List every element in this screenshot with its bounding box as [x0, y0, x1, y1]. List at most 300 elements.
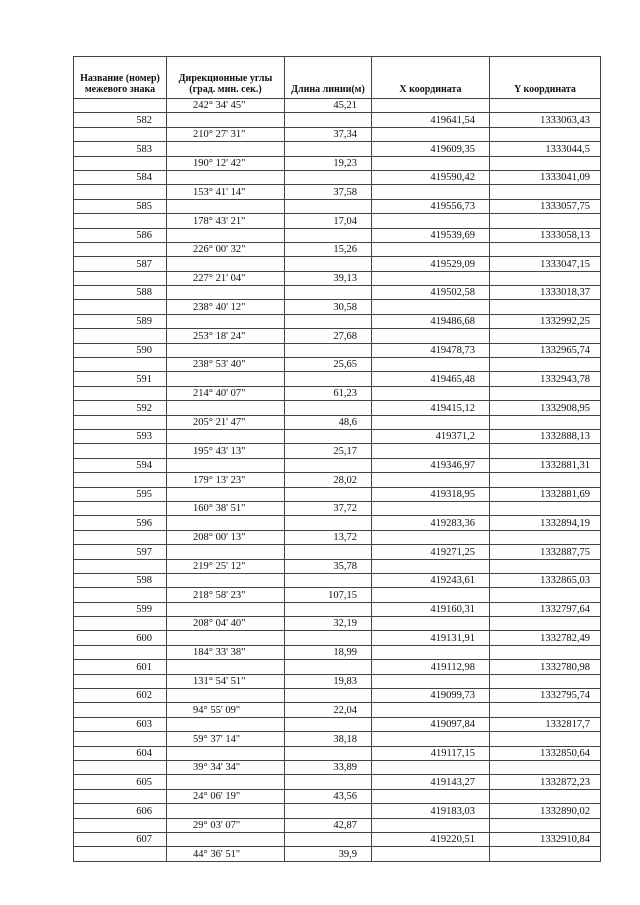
- x-coordinate: 419220,51: [372, 832, 490, 846]
- y-coordinate: [490, 242, 601, 256]
- line-length: 38,18: [285, 732, 372, 746]
- length-cell: [285, 804, 372, 818]
- table-row-segment: [74, 127, 601, 141]
- table-row-point: [74, 660, 601, 674]
- point-name: [74, 847, 167, 861]
- x-coordinate: 419590,42: [372, 170, 490, 184]
- angle-cell: [167, 689, 285, 703]
- table-row-segment: [74, 242, 601, 256]
- y-coordinate: 1333044,5: [490, 142, 601, 156]
- table-row-segment: [74, 789, 601, 803]
- y-coordinate: 1333047,15: [490, 257, 601, 271]
- line-length: 25,65: [285, 358, 372, 372]
- point-name: [74, 674, 167, 688]
- table-row-point: [74, 602, 601, 616]
- y-coordinate: [490, 386, 601, 400]
- line-length: 37,72: [285, 501, 372, 515]
- line-length: 33,89: [285, 760, 372, 774]
- direction-angle: 24° 06' 19": [167, 789, 285, 803]
- table-row-segment: [74, 501, 601, 515]
- y-coordinate: 1332881,69: [490, 487, 601, 501]
- table-row-segment: [74, 386, 601, 400]
- length-cell: [285, 372, 372, 386]
- y-coordinate: 1332881,31: [490, 458, 601, 472]
- point-name: [74, 760, 167, 774]
- x-coordinate: 419143,27: [372, 775, 490, 789]
- point-name: 597: [74, 545, 167, 559]
- angle-cell: [167, 573, 285, 587]
- direction-angle: 160° 38' 51": [167, 501, 285, 515]
- point-name: [74, 703, 167, 717]
- header-x: X координата: [372, 57, 490, 99]
- table-row-point: [74, 832, 601, 846]
- y-coordinate: [490, 847, 601, 861]
- point-name: 584: [74, 170, 167, 184]
- table-row-point: [74, 429, 601, 443]
- angle-cell: [167, 199, 285, 213]
- y-coordinate: 1332795,74: [490, 689, 601, 703]
- direction-angle: 208° 04' 40": [167, 617, 285, 631]
- table-row-segment: [74, 732, 601, 746]
- y-coordinate: [490, 99, 601, 113]
- header-angle: Дирекционные углы (град. мин. сек.): [167, 57, 285, 99]
- table-row-point: [74, 113, 601, 127]
- length-cell: [285, 199, 372, 213]
- header-length: Длина линии(м): [285, 57, 372, 99]
- y-coordinate: 1332888,13: [490, 429, 601, 443]
- length-cell: [285, 113, 372, 127]
- table-row-point: [74, 689, 601, 703]
- point-name: 602: [74, 689, 167, 703]
- point-name: 589: [74, 314, 167, 328]
- x-coordinate: 419539,69: [372, 228, 490, 242]
- angle-cell: [167, 170, 285, 184]
- x-coordinate: 419502,58: [372, 286, 490, 300]
- line-length: 39,9: [285, 847, 372, 861]
- table-header-row: [74, 57, 601, 99]
- line-length: 25,17: [285, 444, 372, 458]
- direction-angle: 218° 58' 23": [167, 588, 285, 602]
- table-row-segment: [74, 444, 601, 458]
- x-coordinate: 419415,12: [372, 401, 490, 415]
- x-coordinate: [372, 271, 490, 285]
- point-name: [74, 559, 167, 573]
- length-cell: [285, 228, 372, 242]
- header-name: Название (номер) межевого знака: [74, 57, 167, 99]
- y-coordinate: [490, 444, 601, 458]
- point-name: 588: [74, 286, 167, 300]
- point-name: [74, 415, 167, 429]
- line-length: 22,04: [285, 703, 372, 717]
- point-name: [74, 156, 167, 170]
- table-row-segment: [74, 214, 601, 228]
- y-coordinate: 1332782,49: [490, 631, 601, 645]
- x-coordinate: [372, 444, 490, 458]
- x-coordinate: [372, 501, 490, 515]
- angle-cell: [167, 717, 285, 731]
- angle-cell: [167, 746, 285, 760]
- x-coordinate: 419318,95: [372, 487, 490, 501]
- y-coordinate: [490, 185, 601, 199]
- angle-cell: [167, 487, 285, 501]
- y-coordinate: [490, 501, 601, 515]
- y-coordinate: [490, 674, 601, 688]
- point-name: 594: [74, 458, 167, 472]
- table-row-segment: [74, 703, 601, 717]
- y-coordinate: [490, 645, 601, 659]
- direction-angle: 219° 25' 12": [167, 559, 285, 573]
- length-cell: [285, 458, 372, 472]
- x-coordinate: [372, 760, 490, 774]
- direction-angle: 227° 21' 04": [167, 271, 285, 285]
- x-coordinate: [372, 127, 490, 141]
- table-row-point: [74, 631, 601, 645]
- length-cell: [285, 257, 372, 271]
- line-length: 48,6: [285, 415, 372, 429]
- table-row-segment: [74, 271, 601, 285]
- table-row-segment: [74, 818, 601, 832]
- x-coordinate: [372, 473, 490, 487]
- x-coordinate: [372, 415, 490, 429]
- y-coordinate: 1333018,37: [490, 286, 601, 300]
- angle-cell: [167, 228, 285, 242]
- x-coordinate: [372, 99, 490, 113]
- table-row-point: [74, 257, 601, 271]
- point-name: [74, 530, 167, 544]
- y-coordinate: 1332908,95: [490, 401, 601, 415]
- point-name: [74, 329, 167, 343]
- y-coordinate: [490, 214, 601, 228]
- length-cell: [285, 689, 372, 703]
- table-row-point: [74, 286, 601, 300]
- x-coordinate: [372, 156, 490, 170]
- direction-angle: 195° 43' 13": [167, 444, 285, 458]
- table-row-segment: [74, 185, 601, 199]
- table-row-segment: [74, 617, 601, 631]
- x-coordinate: 419556,73: [372, 199, 490, 213]
- table-row-point: [74, 516, 601, 530]
- x-coordinate: 419486,68: [372, 314, 490, 328]
- x-coordinate: 419243,61: [372, 573, 490, 587]
- y-coordinate: [490, 127, 601, 141]
- length-cell: [285, 717, 372, 731]
- table-row-point: [74, 746, 601, 760]
- direction-angle: 153° 41' 14": [167, 185, 285, 199]
- x-coordinate: [372, 358, 490, 372]
- x-coordinate: 419641,54: [372, 113, 490, 127]
- x-coordinate: [372, 530, 490, 544]
- point-name: [74, 617, 167, 631]
- y-coordinate: [490, 818, 601, 832]
- table-row-segment: [74, 156, 601, 170]
- length-cell: [285, 746, 372, 760]
- line-length: 45,21: [285, 99, 372, 113]
- y-coordinate: [490, 732, 601, 746]
- y-coordinate: [490, 415, 601, 429]
- point-name: 596: [74, 516, 167, 530]
- y-coordinate: 1332872,23: [490, 775, 601, 789]
- x-coordinate: 419529,09: [372, 257, 490, 271]
- x-coordinate: 419371,2: [372, 429, 490, 443]
- table-row-point: [74, 199, 601, 213]
- point-name: [74, 242, 167, 256]
- point-name: [74, 300, 167, 314]
- x-coordinate: [372, 645, 490, 659]
- table-body: [74, 99, 601, 862]
- x-coordinate: [372, 386, 490, 400]
- table-row-segment: [74, 358, 601, 372]
- x-coordinate: [372, 617, 490, 631]
- angle-cell: [167, 832, 285, 846]
- point-name: [74, 271, 167, 285]
- direction-angle: 179° 13' 23": [167, 473, 285, 487]
- point-name: [74, 127, 167, 141]
- length-cell: [285, 487, 372, 501]
- length-cell: [285, 631, 372, 645]
- line-length: 37,34: [285, 127, 372, 141]
- x-coordinate: 419283,36: [372, 516, 490, 530]
- table-row-point: [74, 343, 601, 357]
- point-name: 601: [74, 660, 167, 674]
- x-coordinate: 419271,25: [372, 545, 490, 559]
- x-coordinate: [372, 588, 490, 602]
- point-name: [74, 99, 167, 113]
- point-name: [74, 358, 167, 372]
- y-coordinate: 1332865,03: [490, 573, 601, 587]
- x-coordinate: [372, 789, 490, 803]
- table-row-point: [74, 458, 601, 472]
- point-name: 586: [74, 228, 167, 242]
- table-row-point: [74, 545, 601, 559]
- direction-angle: 238° 53' 40": [167, 358, 285, 372]
- point-name: 583: [74, 142, 167, 156]
- x-coordinate: 419160,31: [372, 602, 490, 616]
- angle-cell: [167, 545, 285, 559]
- x-coordinate: 419112,98: [372, 660, 490, 674]
- y-coordinate: [490, 789, 601, 803]
- y-coordinate: [490, 156, 601, 170]
- angle-cell: [167, 631, 285, 645]
- angle-cell: [167, 458, 285, 472]
- point-name: [74, 185, 167, 199]
- point-name: [74, 732, 167, 746]
- point-name: 592: [74, 401, 167, 415]
- x-coordinate: [372, 329, 490, 343]
- point-name: 590: [74, 343, 167, 357]
- point-name: [74, 588, 167, 602]
- angle-cell: [167, 775, 285, 789]
- table-row-point: [74, 170, 601, 184]
- point-name: 606: [74, 804, 167, 818]
- line-length: 61,23: [285, 386, 372, 400]
- table-row-point: [74, 775, 601, 789]
- table-row-point: [74, 487, 601, 501]
- x-coordinate: [372, 674, 490, 688]
- x-coordinate: [372, 185, 490, 199]
- angle-cell: [167, 314, 285, 328]
- angle-cell: [167, 343, 285, 357]
- point-name: [74, 473, 167, 487]
- line-length: 32,19: [285, 617, 372, 631]
- line-length: 15,26: [285, 242, 372, 256]
- angle-cell: [167, 401, 285, 415]
- table-row-point: [74, 228, 601, 242]
- x-coordinate: 419099,73: [372, 689, 490, 703]
- angle-cell: [167, 372, 285, 386]
- x-coordinate: [372, 559, 490, 573]
- y-coordinate: [490, 300, 601, 314]
- table-row-segment: [74, 415, 601, 429]
- table-row-point: [74, 717, 601, 731]
- table-row-point: [74, 142, 601, 156]
- x-coordinate: 419465,48: [372, 372, 490, 386]
- table-row-point: [74, 401, 601, 415]
- line-length: 39,13: [285, 271, 372, 285]
- x-coordinate: [372, 300, 490, 314]
- angle-cell: [167, 602, 285, 616]
- point-name: 585: [74, 199, 167, 213]
- length-cell: [285, 401, 372, 415]
- point-name: 600: [74, 631, 167, 645]
- angle-cell: [167, 142, 285, 156]
- y-coordinate: 1332894,19: [490, 516, 601, 530]
- y-coordinate: 1332797,64: [490, 602, 601, 616]
- x-coordinate: [372, 214, 490, 228]
- length-cell: [285, 573, 372, 587]
- angle-cell: [167, 286, 285, 300]
- x-coordinate: 419609,35: [372, 142, 490, 156]
- point-name: 603: [74, 717, 167, 731]
- table-row-segment: [74, 329, 601, 343]
- table-row-point: [74, 573, 601, 587]
- y-coordinate: 1332887,75: [490, 545, 601, 559]
- point-name: [74, 214, 167, 228]
- x-coordinate: 419478,73: [372, 343, 490, 357]
- line-length: 107,15: [285, 588, 372, 602]
- x-coordinate: [372, 818, 490, 832]
- point-name: [74, 818, 167, 832]
- line-length: 27,68: [285, 329, 372, 343]
- line-length: 35,78: [285, 559, 372, 573]
- line-length: 13,72: [285, 530, 372, 544]
- y-coordinate: 1332992,25: [490, 314, 601, 328]
- x-coordinate: 419131,91: [372, 631, 490, 645]
- point-name: 591: [74, 372, 167, 386]
- length-cell: [285, 429, 372, 443]
- direction-angle: 210° 27' 31": [167, 127, 285, 141]
- y-coordinate: [490, 358, 601, 372]
- table-row-point: [74, 804, 601, 818]
- direction-angle: 44° 36' 51": [167, 847, 285, 861]
- y-coordinate: 1332817,7: [490, 717, 601, 731]
- y-coordinate: 1333041,09: [490, 170, 601, 184]
- x-coordinate: 419183,03: [372, 804, 490, 818]
- y-coordinate: [490, 617, 601, 631]
- length-cell: [285, 343, 372, 357]
- header-y: Y координата: [490, 57, 601, 99]
- table-row-segment: [74, 300, 601, 314]
- point-name: 604: [74, 746, 167, 760]
- length-cell: [285, 286, 372, 300]
- table-row-segment: [74, 847, 601, 861]
- point-name: 587: [74, 257, 167, 271]
- table-row-segment: [74, 473, 601, 487]
- y-coordinate: 1332943,78: [490, 372, 601, 386]
- x-coordinate: [372, 847, 490, 861]
- point-name: [74, 501, 167, 515]
- angle-cell: [167, 429, 285, 443]
- length-cell: [285, 516, 372, 530]
- y-coordinate: 1332780,98: [490, 660, 601, 674]
- boundary-points-sheet: [73, 56, 600, 862]
- x-coordinate: 419097,84: [372, 717, 490, 731]
- line-length: 37,58: [285, 185, 372, 199]
- table-row-segment: [74, 645, 601, 659]
- length-cell: [285, 142, 372, 156]
- y-coordinate: 1333058,13: [490, 228, 601, 242]
- angle-cell: [167, 257, 285, 271]
- table-row-segment: [74, 559, 601, 573]
- angle-cell: [167, 516, 285, 530]
- y-coordinate: 1332910,84: [490, 832, 601, 846]
- angle-cell: [167, 804, 285, 818]
- point-name: 607: [74, 832, 167, 846]
- table-row-point: [74, 314, 601, 328]
- point-name: 595: [74, 487, 167, 501]
- line-length: 19,23: [285, 156, 372, 170]
- direction-angle: 178° 43' 21": [167, 214, 285, 228]
- table-row-segment: [74, 674, 601, 688]
- y-coordinate: 1332965,74: [490, 343, 601, 357]
- length-cell: [285, 602, 372, 616]
- point-name: 598: [74, 573, 167, 587]
- point-name: 593: [74, 429, 167, 443]
- y-coordinate: [490, 530, 601, 544]
- line-length: 19,83: [285, 674, 372, 688]
- direction-angle: 29° 03' 07": [167, 818, 285, 832]
- y-coordinate: [490, 271, 601, 285]
- length-cell: [285, 170, 372, 184]
- direction-angle: 184° 33' 38": [167, 645, 285, 659]
- line-length: 18,99: [285, 645, 372, 659]
- table-row-segment: [74, 588, 601, 602]
- direction-angle: 131° 54' 51": [167, 674, 285, 688]
- point-name: [74, 645, 167, 659]
- coordinates-table: [73, 56, 601, 862]
- line-length: 17,04: [285, 214, 372, 228]
- y-coordinate: [490, 588, 601, 602]
- y-coordinate: 1332850,64: [490, 746, 601, 760]
- y-coordinate: [490, 559, 601, 573]
- y-coordinate: 1333057,75: [490, 199, 601, 213]
- direction-angle: 208° 00' 13": [167, 530, 285, 544]
- line-length: 43,56: [285, 789, 372, 803]
- y-coordinate: 1333063,43: [490, 113, 601, 127]
- line-length: 30,58: [285, 300, 372, 314]
- point-name: 582: [74, 113, 167, 127]
- table-row-segment: [74, 99, 601, 113]
- point-name: [74, 386, 167, 400]
- direction-angle: 226° 00' 32": [167, 242, 285, 256]
- x-coordinate: [372, 242, 490, 256]
- y-coordinate: [490, 473, 601, 487]
- length-cell: [285, 775, 372, 789]
- y-coordinate: [490, 760, 601, 774]
- point-name: 605: [74, 775, 167, 789]
- angle-cell: [167, 660, 285, 674]
- direction-angle: 238° 40' 12": [167, 300, 285, 314]
- line-length: 28,02: [285, 473, 372, 487]
